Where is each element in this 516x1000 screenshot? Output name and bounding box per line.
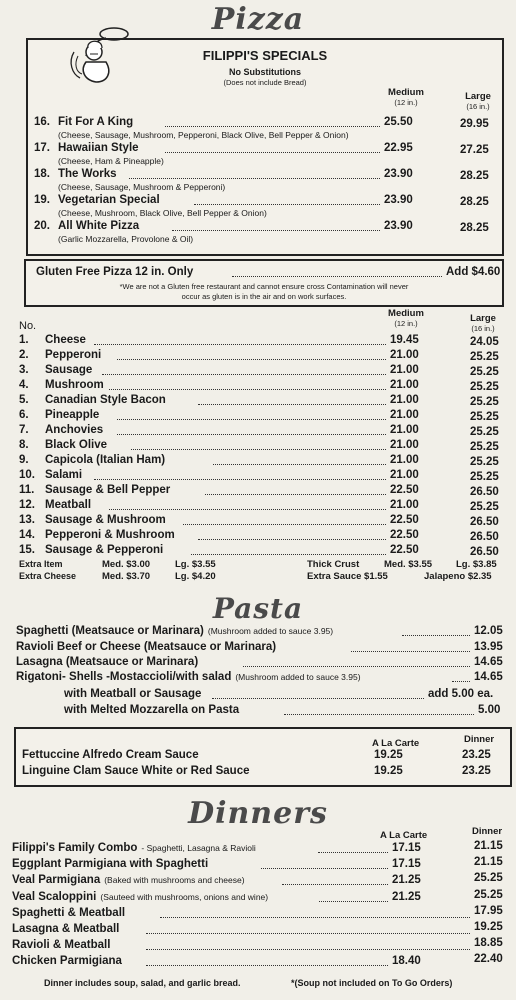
pasta-addon-1-price: add 5.00 ea. bbox=[428, 688, 494, 700]
pizza-large: 25.25 bbox=[470, 471, 499, 483]
special-leader bbox=[194, 204, 380, 205]
special-num: 17. bbox=[34, 142, 50, 154]
pizza-leader bbox=[102, 374, 386, 375]
pizza-medium: 21.00 bbox=[390, 424, 419, 436]
dinners-title: Dinners bbox=[188, 796, 328, 831]
pizza-leader bbox=[94, 344, 386, 345]
pasta-special-box bbox=[14, 727, 512, 787]
special-desc: (Garlic Mozzarella, Provolone & Oil) bbox=[58, 234, 194, 244]
dinner-item bbox=[12, 874, 245, 886]
pizza-leader bbox=[117, 434, 386, 435]
pasta-item bbox=[16, 671, 361, 683]
pizza-medium: 21.00 bbox=[390, 349, 419, 361]
list-no-label: No. bbox=[19, 320, 37, 332]
pizza-num: 8. bbox=[19, 439, 29, 451]
list-col-medium-label: Medium bbox=[388, 308, 424, 319]
dinner-name: Veal Scaloppini bbox=[12, 890, 97, 903]
special-num: 19. bbox=[34, 194, 50, 206]
pizza-medium: 21.00 bbox=[390, 364, 419, 376]
dinner-carte: 21.25 bbox=[392, 890, 421, 903]
extra-item-med: Med. $3.00 bbox=[102, 559, 151, 570]
special-leader bbox=[165, 126, 380, 127]
pasta-name: Ravioli Beef or Cheese (Meatsauce or Marinara) bbox=[16, 641, 277, 653]
specials-sub-1: No Substitutions bbox=[229, 67, 301, 77]
dinner-dinner: 21.15 bbox=[474, 856, 503, 869]
pizza-medium: 21.00 bbox=[390, 379, 419, 391]
dinner-dinner: 19.25 bbox=[474, 921, 503, 933]
dinner-name: Veal Parmigiana bbox=[12, 874, 101, 887]
special-large: 28.25 bbox=[460, 196, 489, 208]
pasta-leader bbox=[243, 666, 470, 667]
pizza-num: 11. bbox=[19, 484, 35, 496]
specials-col-medium-size: (12 in.) bbox=[394, 98, 418, 107]
special-medium: 23.90 bbox=[384, 220, 413, 232]
pasta-leader bbox=[351, 651, 470, 652]
dinners-col-dinner: Dinner bbox=[472, 826, 503, 837]
thick-crust-lg: Lg. $3.85 bbox=[456, 559, 497, 570]
thick-crust-label: Thick Crust bbox=[307, 559, 360, 570]
pizza-medium: 21.00 bbox=[390, 499, 419, 511]
pasta-addon-1-leader bbox=[212, 698, 424, 699]
dinner-dinner: 22.40 bbox=[474, 953, 503, 966]
specials-col-large bbox=[448, 92, 508, 112]
list-col-medium bbox=[376, 309, 436, 329]
pizza-large: 24.05 bbox=[470, 336, 499, 348]
dinners-footer-right: *(Soup not included on To Go Orders) bbox=[291, 978, 453, 988]
specials-col-medium bbox=[376, 88, 436, 108]
pasta-price: 13.95 bbox=[474, 641, 503, 653]
dinner-leader bbox=[318, 852, 388, 853]
dinner-name: Filippi's Family Combo bbox=[12, 842, 138, 854]
special-num: 20. bbox=[34, 220, 50, 232]
extra-cheese-label: Extra Cheese bbox=[19, 571, 77, 581]
dinner-item bbox=[12, 858, 208, 870]
pizza-large: 25.25 bbox=[470, 501, 499, 513]
pasta-name: Rigatoni- Shells -Mostaccioli/with salad bbox=[16, 671, 232, 683]
dinner-leader bbox=[146, 933, 470, 934]
pasta-price: 12.05 bbox=[474, 625, 503, 637]
pizza-leader bbox=[183, 524, 386, 525]
pizza-large: 26.50 bbox=[470, 531, 499, 543]
pizza-medium: 21.00 bbox=[390, 469, 419, 481]
pizza-leader bbox=[117, 359, 386, 360]
pizza-large: 25.25 bbox=[470, 396, 499, 408]
specials-sub-2: (Does not include Bread) bbox=[223, 78, 307, 87]
specials-col-large-size: (16 in.) bbox=[466, 102, 490, 111]
special-large: 27.25 bbox=[460, 144, 489, 156]
pasta-item bbox=[16, 625, 333, 637]
pizza-name: Sausage & Mushroom bbox=[45, 514, 166, 526]
pizza-num: 13. bbox=[19, 514, 35, 526]
pizza-leader bbox=[213, 464, 386, 465]
pasta-box-col-carte: A La Carte bbox=[372, 738, 420, 749]
pizza-medium: 22.50 bbox=[390, 514, 419, 526]
pizza-leader bbox=[109, 509, 386, 510]
extra-item-lg: Lg. $3.55 bbox=[175, 559, 216, 570]
gluten-label: Gluten Free Pizza 12 in. Only bbox=[36, 266, 194, 278]
pasta-item bbox=[16, 641, 276, 653]
special-desc: (Cheese, Ham & Pineapple) bbox=[58, 156, 164, 166]
list-col-large bbox=[458, 314, 508, 334]
pizza-large: 25.25 bbox=[470, 441, 499, 453]
dinner-name: Ravioli & Meatball bbox=[12, 939, 111, 952]
pizza-name: Anchovies bbox=[45, 424, 104, 436]
pasta-addon-1: with Meatball or Sausage bbox=[64, 688, 202, 700]
extra-sauce: Extra Sauce $1.55 bbox=[307, 571, 388, 582]
dinner-dinner: 21.15 bbox=[474, 840, 503, 852]
special-num: 16. bbox=[34, 116, 50, 128]
pasta-box-name: Fettuccine Alfredo Cream Sauce bbox=[22, 749, 199, 761]
pasta-item bbox=[16, 656, 198, 668]
pizza-num: 2. bbox=[19, 349, 29, 361]
dinner-note: - Spaghetti, Lasagna & Ravioli bbox=[141, 843, 256, 853]
dinner-leader bbox=[261, 868, 388, 869]
dinner-item bbox=[12, 891, 268, 903]
special-num: 18. bbox=[34, 168, 50, 180]
extra-cheese-med: Med. $3.70 bbox=[102, 571, 151, 582]
pizza-name: Capicola (Italian Ham) bbox=[45, 454, 166, 466]
pizza-num: 4. bbox=[19, 379, 29, 391]
special-desc: (Cheese, Sausage, Mushroom, Pepperoni, Black Olive, Bell Pepper & Onion) bbox=[58, 130, 349, 140]
pasta-note: (Mushroom added to sauce 3.95) bbox=[207, 626, 334, 636]
pizza-num: 15. bbox=[19, 544, 35, 556]
special-name: Fit For A King bbox=[58, 116, 134, 128]
pizza-name: Canadian Style Bacon bbox=[45, 394, 166, 406]
pizza-leader bbox=[191, 554, 386, 555]
dinner-dinner: 25.25 bbox=[474, 872, 503, 885]
pasta-box-carte: 19.25 bbox=[374, 749, 403, 761]
pasta-title: Pasta bbox=[212, 592, 304, 625]
pizza-leader bbox=[94, 479, 386, 480]
pizza-leader bbox=[198, 404, 386, 405]
dinner-dinner: 17.95 bbox=[474, 904, 503, 917]
special-medium: 22.95 bbox=[384, 142, 413, 154]
special-name: All White Pizza bbox=[58, 220, 140, 232]
pizza-medium: 22.50 bbox=[390, 484, 419, 496]
pizza-title: Pizza bbox=[211, 2, 305, 37]
dinner-dinner: 18.85 bbox=[474, 937, 503, 950]
pizza-leader bbox=[205, 494, 386, 495]
pasta-addon-2-leader bbox=[284, 714, 474, 715]
pasta-box-col-dinner: Dinner bbox=[464, 734, 495, 745]
dinners-col-carte: A La Carte bbox=[380, 830, 428, 841]
dinner-leader bbox=[160, 917, 470, 918]
dinner-name: Chicken Parmigiana bbox=[12, 955, 122, 968]
pizza-name: Sausage & Bell Pepper bbox=[45, 484, 171, 496]
dinner-note: (Baked with mushrooms and cheese) bbox=[104, 875, 245, 886]
dinner-name: Lasagna & Meatball bbox=[12, 923, 120, 935]
special-leader bbox=[172, 230, 380, 231]
pizza-large: 25.25 bbox=[470, 366, 499, 378]
pizza-name: Salami bbox=[45, 469, 83, 481]
list-col-medium-size: (12 in.) bbox=[394, 319, 418, 328]
special-medium: 25.50 bbox=[384, 116, 413, 128]
dinner-name: Eggplant Parmigiana with Spaghetti bbox=[12, 858, 209, 871]
pizza-name: Sausage bbox=[45, 364, 93, 376]
pizza-large: 25.25 bbox=[470, 351, 499, 363]
list-col-large-size: (16 in.) bbox=[471, 324, 495, 333]
gluten-note-2: occur as gluten is in the air and on work surfaces. bbox=[181, 292, 347, 301]
dinner-item bbox=[12, 955, 122, 967]
pasta-box-carte: 19.25 bbox=[374, 765, 403, 777]
gluten-leader bbox=[232, 276, 442, 277]
specials-col-medium-label: Medium bbox=[388, 87, 424, 98]
pizza-large: 25.25 bbox=[470, 411, 499, 423]
dinner-item bbox=[12, 842, 256, 854]
dinner-carte: 17.15 bbox=[392, 858, 421, 871]
specials-heading: FILIPPI'S SPECIALS bbox=[202, 48, 328, 63]
pasta-name: Lasagna (Meatsauce or Marinara) bbox=[16, 656, 199, 668]
pizza-name: Cheese bbox=[45, 334, 86, 346]
jalapeno: Jalapeno $2.35 bbox=[424, 571, 492, 582]
dinner-item bbox=[12, 939, 110, 951]
pizza-num: 9. bbox=[19, 454, 29, 466]
extra-item-label: Extra Item bbox=[19, 559, 63, 569]
pizza-name: Pineapple bbox=[45, 409, 100, 421]
pizza-name: Black Olive bbox=[45, 439, 108, 451]
pasta-name: Spaghetti (Meatsauce or Marinara) bbox=[16, 625, 204, 637]
special-medium: 23.90 bbox=[384, 194, 413, 206]
pizza-num: 1. bbox=[19, 334, 29, 346]
dinner-item bbox=[12, 907, 125, 919]
pizza-num: 6. bbox=[19, 409, 29, 421]
pasta-box-name: Linguine Clam Sauce White or Red Sauce bbox=[22, 765, 250, 777]
pizza-large: 26.50 bbox=[470, 516, 499, 528]
list-col-large-label: Large bbox=[470, 313, 496, 324]
gluten-box bbox=[24, 259, 504, 307]
special-name: Hawaiian Style bbox=[58, 142, 139, 154]
dinner-carte: 21.25 bbox=[392, 874, 421, 887]
pizza-num: 10. bbox=[19, 469, 35, 481]
special-name: The Works bbox=[58, 168, 117, 180]
pasta-box-dinner: 23.25 bbox=[462, 765, 491, 777]
special-desc: (Cheese, Sausage, Mushroom & Pepperoni) bbox=[58, 182, 226, 192]
pizza-large: 25.25 bbox=[470, 426, 499, 438]
pizza-name: Sausage & Pepperoni bbox=[45, 544, 164, 556]
special-large: 28.25 bbox=[460, 170, 489, 182]
pasta-box-dinner: 23.25 bbox=[462, 749, 491, 761]
pizza-large: 26.50 bbox=[470, 546, 499, 558]
pizza-medium: 22.50 bbox=[390, 529, 419, 541]
pizza-leader bbox=[117, 419, 386, 420]
pizza-medium: 22.50 bbox=[390, 544, 419, 556]
pizza-num: 5. bbox=[19, 394, 29, 406]
special-large: 29.95 bbox=[460, 118, 489, 130]
pizza-leader bbox=[109, 389, 386, 390]
gluten-price: Add $4.60 bbox=[446, 266, 501, 278]
extra-cheese-lg: Lg. $4.20 bbox=[175, 571, 216, 582]
pasta-leader bbox=[402, 635, 470, 636]
special-leader bbox=[129, 178, 380, 179]
pizza-num: 7. bbox=[19, 424, 29, 436]
special-name: Vegetarian Special bbox=[58, 194, 160, 206]
specials-col-large-label: Large bbox=[465, 91, 491, 102]
pizza-large: 25.25 bbox=[470, 381, 499, 393]
pasta-addon-2: with Melted Mozzarella on Pasta bbox=[64, 704, 240, 716]
pizza-name: Pepperoni bbox=[45, 349, 102, 361]
gluten-note-1: *We are not a Gluten free restaurant and cannot ensure cross Contamination will never bbox=[119, 282, 409, 291]
pizza-medium: 21.00 bbox=[390, 439, 419, 451]
pizza-medium: 21.00 bbox=[390, 394, 419, 406]
dinner-note: (Sauteed with mushrooms, onions and wine) bbox=[100, 891, 269, 902]
dinner-leader bbox=[282, 884, 388, 885]
pasta-addon-2-price: 5.00 bbox=[478, 704, 501, 716]
pizza-large: 26.50 bbox=[470, 486, 499, 498]
pasta-note: (Mushroom added to sauce 3.95) bbox=[235, 672, 361, 682]
pizza-large: 25.25 bbox=[470, 456, 499, 468]
pizza-leader bbox=[131, 449, 386, 450]
dinner-item bbox=[12, 923, 119, 935]
pizza-medium: 21.00 bbox=[390, 409, 419, 421]
special-desc: (Cheese, Mushroom, Black Olive, Bell Pepper & Onion) bbox=[58, 208, 267, 218]
specials-box bbox=[26, 38, 504, 256]
pizza-num: 12. bbox=[19, 499, 35, 511]
pizza-name: Mushroom bbox=[45, 379, 104, 391]
pasta-price: 14.65 bbox=[474, 671, 503, 683]
dinner-name: Spaghetti & Meatball bbox=[12, 906, 126, 919]
dinner-leader bbox=[319, 901, 388, 902]
dinner-leader bbox=[146, 965, 388, 966]
pizza-medium: 19.45 bbox=[390, 334, 419, 346]
thick-crust-med: Med. $3.55 bbox=[384, 559, 433, 570]
special-medium: 23.90 bbox=[384, 168, 413, 180]
pizza-name: Pepperoni & Mushroom bbox=[45, 529, 175, 541]
special-leader bbox=[165, 152, 380, 153]
dinner-carte: 18.40 bbox=[392, 955, 421, 968]
dinners-footer-left: Dinner includes soup, salad, and garlic bread. bbox=[44, 978, 241, 988]
pizza-leader bbox=[198, 539, 386, 540]
pizza-num: 3. bbox=[19, 364, 29, 376]
pasta-price: 14.65 bbox=[474, 656, 503, 668]
pasta-leader bbox=[452, 681, 470, 682]
pizza-num: 14. bbox=[19, 529, 35, 541]
special-large: 28.25 bbox=[460, 222, 489, 234]
pizza-name: Meatball bbox=[45, 499, 92, 511]
dinner-carte: 17.15 bbox=[392, 842, 421, 854]
dinner-dinner: 25.25 bbox=[474, 888, 503, 901]
dinner-leader bbox=[146, 949, 470, 950]
pizza-medium: 21.00 bbox=[390, 454, 419, 466]
